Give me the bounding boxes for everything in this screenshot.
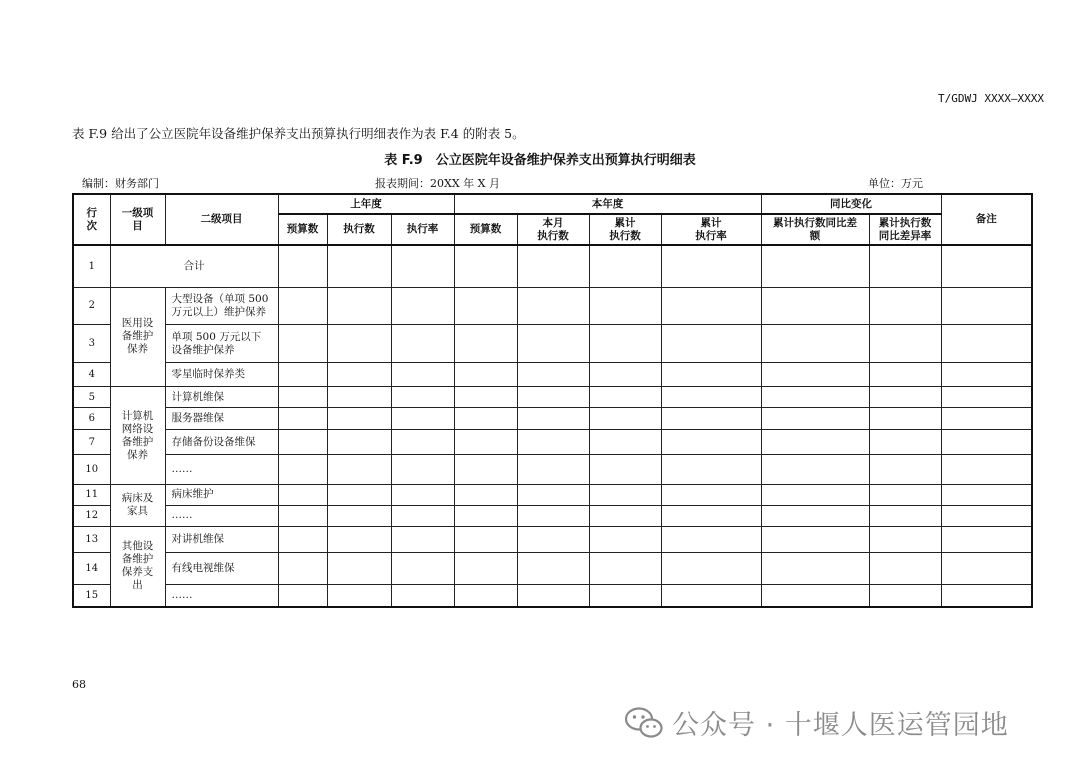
table-row (73, 287, 1032, 324)
intro-text: 表 F.9 给出了公立医院年设备维护保养支出预算执行明细表作为表 F.4 的附表 5。 (72, 126, 525, 141)
col-yoy-diff-amt: 累计执行数同比差 额 (761, 214, 869, 245)
item-label: 存储备份设备维保 (165, 430, 278, 454)
document-code: T/GDWJ XXXX—XXXX (938, 92, 1044, 105)
row-number: 10 (73, 454, 110, 484)
item-label: 单项 500 万元以下 设备维护保养 (165, 324, 278, 362)
col-remarks: 备注 (941, 194, 1032, 245)
table-row (73, 408, 1032, 430)
item-label: 计算机维保 (165, 387, 278, 408)
col-ty-month-exec: 本月 执行数 (517, 214, 589, 245)
compiler-label: 编制：财务部门 (82, 177, 159, 190)
col-yoy-diff-rate: 累计执行数 同比差异率 (869, 214, 941, 245)
item-label: 大型设备（单项 500 万元以上）维护保养 (165, 287, 278, 324)
col-last-year: 上年度 (278, 194, 454, 214)
col-ty-cum-exec: 累计 执行数 (589, 214, 661, 245)
row-number: 13 (73, 526, 110, 552)
item-label: 病床维护 (165, 484, 278, 505)
header-row-1 (73, 194, 1032, 214)
table-row (73, 553, 1032, 585)
table-title: 表 F.9 公立医院年设备维护保养支出预算执行明细表 (384, 153, 696, 168)
table-row (73, 387, 1032, 408)
col-ty-budget: 预算数 (454, 214, 517, 245)
budget-execution-table (72, 193, 1033, 608)
row-number: 6 (73, 408, 110, 430)
item-label: 有线电视维保 (165, 553, 278, 585)
watermark-text: 公众号 · 十堰人医运管园地 (672, 710, 1009, 741)
item-label: …… (165, 505, 278, 526)
col-ly-exec: 执行数 (327, 214, 391, 245)
col-row-no: 行 次 (73, 194, 110, 245)
col-ly-budget: 预算数 (278, 214, 327, 245)
row-number: 7 (73, 430, 110, 454)
row-number: 15 (73, 585, 110, 607)
col-level2: 二级项目 (165, 194, 278, 245)
table-row (73, 505, 1032, 526)
unit-label: 单位：万元 (868, 177, 923, 190)
row-number: 5 (73, 387, 110, 408)
table-row (73, 454, 1032, 484)
item-label: 对讲机维保 (165, 526, 278, 552)
table-row (73, 585, 1032, 607)
col-this-year: 本年度 (454, 194, 761, 214)
col-ty-cum-rate: 累计 执行率 (661, 214, 761, 245)
table-row (73, 430, 1032, 454)
col-yoy: 同比变化 (761, 194, 941, 214)
item-label: 零星临时保养类 (165, 363, 278, 387)
group-other-equipment: 其他设 备维护 保养支 出 (110, 526, 165, 607)
watermark (624, 703, 1009, 742)
item-label: 服务器维保 (165, 408, 278, 430)
row-number: 2 (73, 287, 110, 324)
row-number: 4 (73, 363, 110, 387)
col-level1: 一级项 目 (110, 194, 165, 245)
col-ly-rate: 执行率 (391, 214, 454, 245)
table-row (73, 484, 1032, 505)
row-number: 11 (73, 484, 110, 505)
page-number: 68 (72, 678, 86, 691)
table-row (73, 324, 1032, 362)
table-row (73, 245, 1032, 287)
report-period-label: 报表期间：20XX 年 X 月 (375, 177, 500, 190)
total-label: 合计 (110, 245, 278, 287)
row-number: 14 (73, 553, 110, 585)
row-number: 3 (73, 324, 110, 362)
row-number: 12 (73, 505, 110, 526)
row-number: 1 (73, 245, 110, 287)
item-label: …… (165, 454, 278, 484)
table-row (73, 363, 1032, 387)
group-beds-furniture: 病床及 家具 (110, 484, 165, 526)
table-row (73, 526, 1032, 552)
item-label: …… (165, 585, 278, 607)
wechat-icon (624, 706, 664, 740)
group-medical-equipment: 医用设 备维护 保养 (110, 287, 165, 387)
group-computer-network: 计算机 网络设 备维护 保养 (110, 387, 165, 485)
